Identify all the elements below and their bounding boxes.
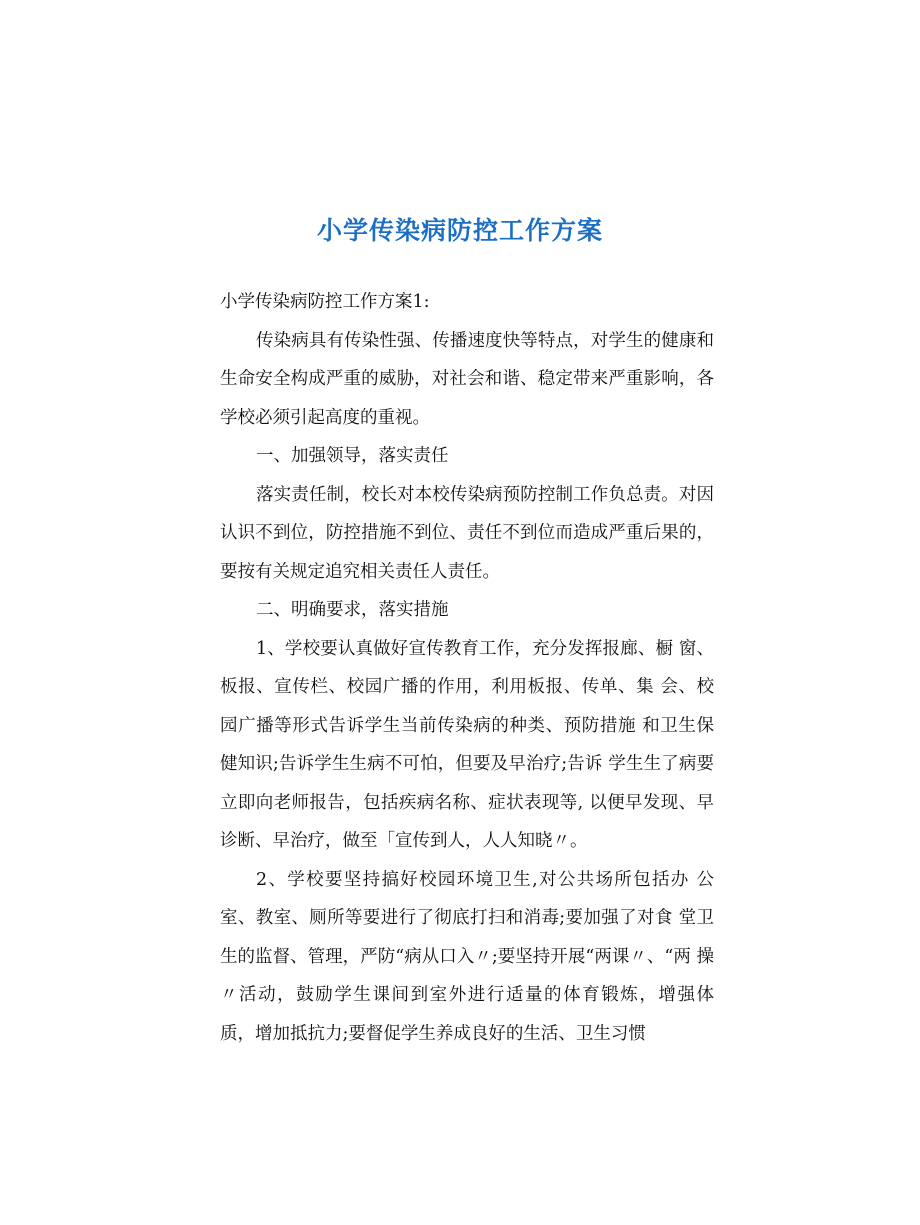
paragraph-hygiene: 2、学校要坚持搞好校园环境卫生,对公共场所包括办 公室、教室、厕所等要进行了彻底打扫和消毒;要加强了对食 堂卫生的监督、管理，严防“病从口入〃;要坚持开展“两课〃、“两 操〃活动，鼓励学生课间到室外进行适量的体育锻炼，增强体 质，增加抵抗力;要督促学生养成良好的生活、卫生习惯 (220, 869, 714, 1044)
section-heading-plan-1: 小学传染病防控工作方案1: (220, 292, 430, 312)
section-heading-leadership: 一、加强领导，落实责任 (256, 446, 449, 466)
paragraph-intro: 传染病具有传染性强、传播速度快等特点，对学生的健康和生命安全构成严重的威胁，对社会和谐、稳定带来严重影响，各学校必须引起高度的重视。 (220, 330, 714, 428)
document-body (220, 283, 714, 1053)
paragraph-responsibility: 落实责任制，校长对本校传染病预防控制工作负总责。对因认识不到位，防控措施不到位、责任不到位而造成严重后果的，要按有关规定追究相关责任人责任。 (220, 484, 714, 582)
paragraph-publicity: 1、学校要认真做好宣传教育工作，充分发挥报廊、橱 窗、板报、宣传栏、校园广播的作用，利用板报、传单、集 会、校园广播等形式告诉学生当前传染病的种类、预防措施 和卫生保健知识;告诉学生生病不可怕，但要及早治疗;告诉 学生生了病要立即向老师报告，包括疾病名称、症状表现等, 以便早发现、早诊断、早治疗，做至「宣传到人，人人知晓〃。 (220, 638, 714, 851)
section-heading-requirements: 二、明确要求，落实措施 (256, 600, 449, 620)
document-title: 小学传染病防控工作方案 (316, 216, 603, 245)
